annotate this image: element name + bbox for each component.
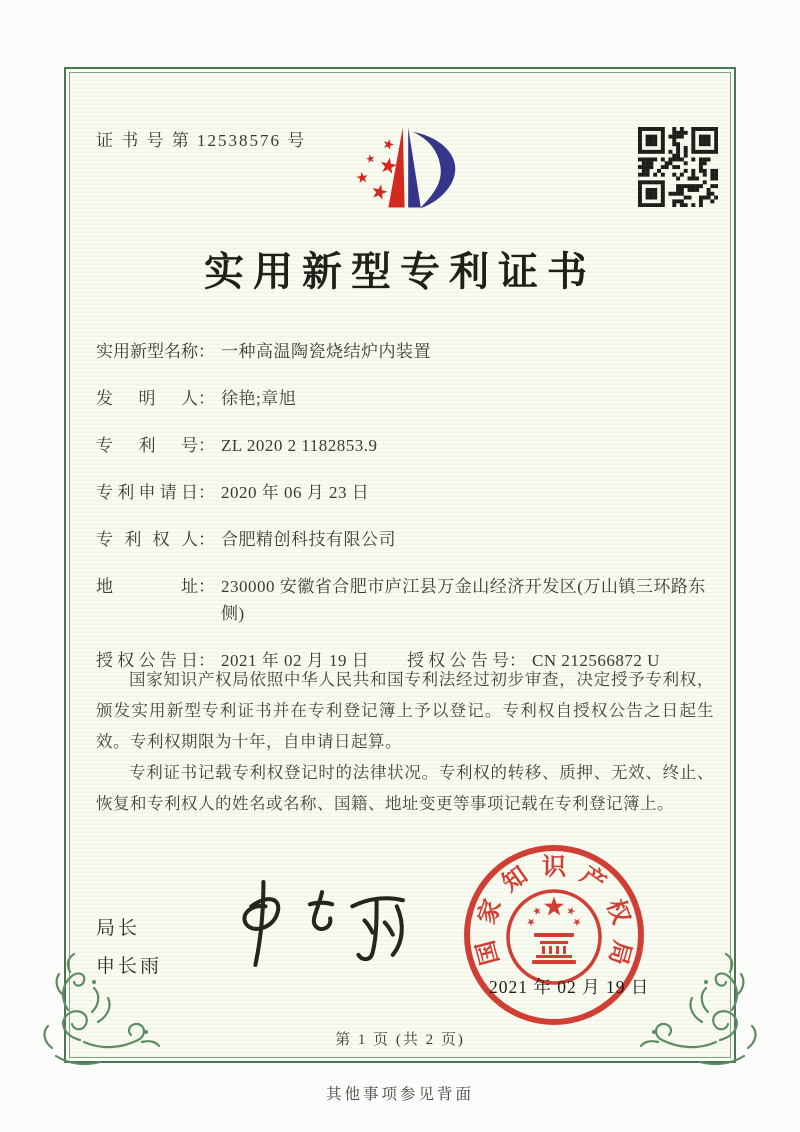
field-label: 专利号 — [96, 436, 198, 455]
seal-character: 权 — [601, 896, 634, 928]
seal-character: 产 — [575, 862, 611, 898]
field-row-address — [96, 573, 714, 627]
qr-code — [638, 127, 718, 207]
seal-date: 2021 年 02 月 19 日 — [489, 977, 650, 997]
field-colon: ： — [198, 577, 215, 596]
field-row-patent-no — [96, 432, 714, 459]
field-value: ZL 2020 2 1182853.9 — [221, 436, 378, 455]
field-colon: ： — [198, 436, 215, 455]
field-row-inventor — [96, 385, 714, 412]
seal-character: 家 — [474, 896, 507, 928]
field-value: CN 212566872 U — [532, 651, 660, 670]
field-colon: ： — [509, 651, 526, 670]
field-row-name — [96, 338, 714, 365]
director-title: 局长 — [96, 918, 141, 939]
seal-character: 局 — [603, 937, 635, 968]
director-signature — [214, 876, 422, 972]
field-value: 2020 年 06 月 23 日 — [221, 483, 370, 502]
field-label: 地址 — [96, 577, 198, 596]
field-label: 专利申请日 — [96, 483, 198, 502]
field-label: 专利权人 — [96, 530, 198, 549]
cnipa-logo-icon — [338, 116, 464, 236]
field-label: 发明人 — [96, 389, 198, 408]
legal-paragraph-1: 国家知识产权局依照中华人民共和国专利法经过初步审查，决定授予专利权，颁发实用新型专利证书并在专利登记簿上予以登记。专利权自授权公告之日起生效。专利权期限为十年，自申请日起算。 — [96, 670, 714, 751]
director-name: 申长雨 — [96, 956, 163, 977]
field-row-filing-date — [96, 479, 714, 506]
corner-flourish-icon — [640, 952, 766, 1074]
legal-paragraph-2: 专利证书记载专利权登记时的法律状况。专利权的转移、质押、无效、终止、恢复和专利权人的姓名或名称、国籍、地址变更等事项记载在专利登记簿上。 — [96, 763, 714, 813]
certificate-number: 证 书 号 第 12538576 号 — [96, 131, 307, 150]
seal-character: 识 — [542, 854, 566, 881]
field-value: 一种高温陶瓷烧结炉内装置 — [221, 342, 431, 361]
field-list — [96, 338, 714, 674]
field-value: 2021 年 02 月 19 日 — [221, 651, 370, 670]
field-label: 授权公告日 — [96, 651, 198, 670]
corner-flourish-icon — [34, 952, 160, 1074]
field-colon: ： — [198, 389, 215, 408]
field-label: 实用新型名称 — [96, 342, 198, 361]
field-colon: ： — [198, 483, 215, 502]
field-colon: ： — [198, 530, 215, 549]
page-number: 第 1 页 (共 2 页) — [335, 1032, 465, 1048]
field-value: 徐艳;章旭 — [221, 389, 297, 408]
field-value: 合肥精创科技有限公司 — [221, 530, 396, 549]
seal-character: 知 — [497, 862, 533, 898]
back-side-note: 其他事项参见背面 — [325, 1086, 474, 1103]
seal-character: 国 — [473, 937, 505, 968]
legal-text — [96, 664, 714, 819]
field-label: 授权公告号 — [407, 651, 509, 670]
certificate-title: 实用新型专利证书 — [204, 249, 596, 294]
field-value: 230000 安徽省合肥市庐江县万金山经济开发区(万山镇三环路东侧) — [221, 577, 706, 623]
field-colon: ： — [198, 651, 215, 670]
cnipa-seal — [460, 841, 648, 1029]
field-colon: ： — [198, 342, 215, 361]
field-row-patentee — [96, 526, 714, 553]
